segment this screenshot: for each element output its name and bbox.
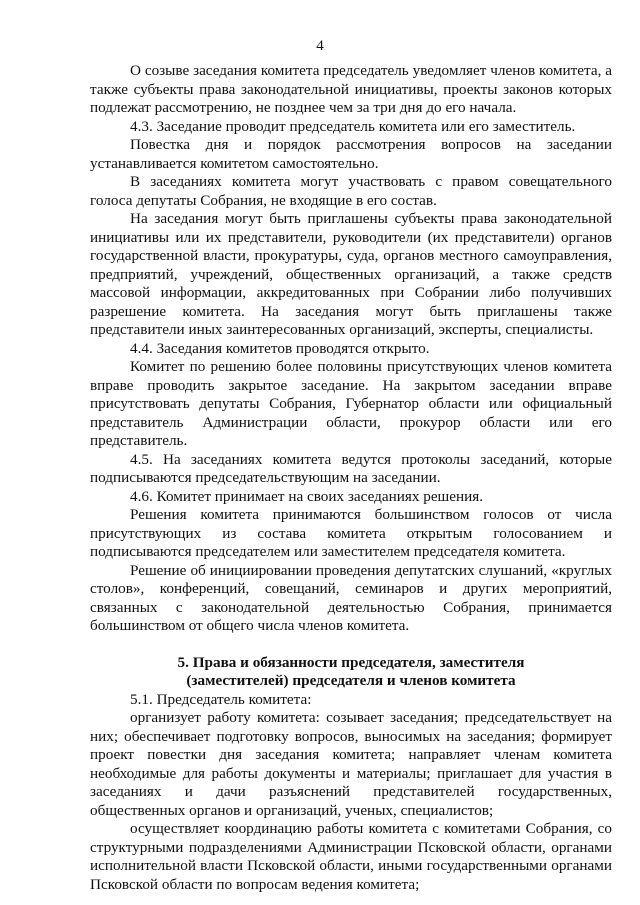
paragraph: Комитет по решению более половины присутствующих членов комитета вправе проводить закрытое заседание. На закрытом заседании вправе присутствовать депутаты Собрания, Губернатор области или официальный представитель Администрации области, прокурор области или его представитель. (90, 358, 612, 449)
paragraph: 4.6. Комитет принимает на своих заседаниях решения. (130, 487, 484, 505)
paragraph: 4.4. Заседания комитетов проводятся открыто. (130, 339, 430, 357)
paragraph: В заседаниях комитета могут участвовать с правом совещательного голоса депутаты Собрания, не входящие в его состав. (90, 173, 612, 209)
paragraph: 4.5. На заседаниях комитета ведутся протоколы заседаний, которые подписываются председательствующим на заседании. (90, 450, 612, 486)
section-heading-line: 5. Права и обязанности председателя, заместителя (177, 653, 525, 671)
paragraph: Решения комитета принимаются большинством голосов от числа присутствующих из состава комитета открытым голосованием и подписываются председателем или заместителем председателя комитета. (90, 506, 612, 560)
paragraph: О созыве заседания комитета председатель уведомляет членов комитета, а также субъекты права законодательной инициативы, проекты законов которых подлежат рассмотрению, не позднее чем за три дня до его начала. (90, 62, 612, 116)
section-heading-line: (заместителей) председателя и членов комитета (186, 672, 516, 689)
paragraph: На заседания могут быть приглашены субъекты права законодательной инициативы или их представители, руководители (их представители) органов государственной власти, прокуратуры, суда, органов местного самоуправления, предприятий, учреждений, общественных организаций, а также средств массовой информации, аккредитованных при Собрании либо получивших разрешение комитета. На заседания могут быть приглашены также представители иных заинтересованных организаций, эксперты, специалисты. (90, 210, 612, 338)
paragraph: осуществляет координацию работы комитета с комитетами Собрания, со структурными подразделениями Администрации Псковской области, органами исполнительной власти Псковской области, иными государственными органами Псковской области по вопросам ведения комитета; (90, 820, 612, 893)
document-body (90, 62, 612, 894)
paragraph: 4.3. Заседание проводит председатель комитета или его заместитель. (130, 117, 576, 135)
paragraph: Решение об инициировании проведения депутатских слушаний, «круглых столов», конференций, совещаний, семинаров и других мероприятий, связанных с законодательной деятельностью Собрания, принимается большинством от общего числа членов комитета. (90, 561, 612, 634)
paragraph: Повестка дня и порядок рассмотрения вопросов на заседании устанавливается комитетом самостоятельно. (90, 136, 612, 172)
section-heading (90, 654, 612, 691)
page-number: 4 (316, 38, 324, 54)
paragraph: организует работу комитета: созывает заседания; председательствует на них; обеспечивает подготовку вопросов, выносимых на заседания; формирует проект повестки дня заседания комитета; направляет членам комитета необходимые для работы документы и материалы; приглашает для участия в заседаниях и дачи разъяснений представителей государственных, общественных органов и организаций, ученых, специалистов; (90, 709, 612, 819)
paragraph: 5.1. Председатель комитета: (130, 690, 312, 708)
